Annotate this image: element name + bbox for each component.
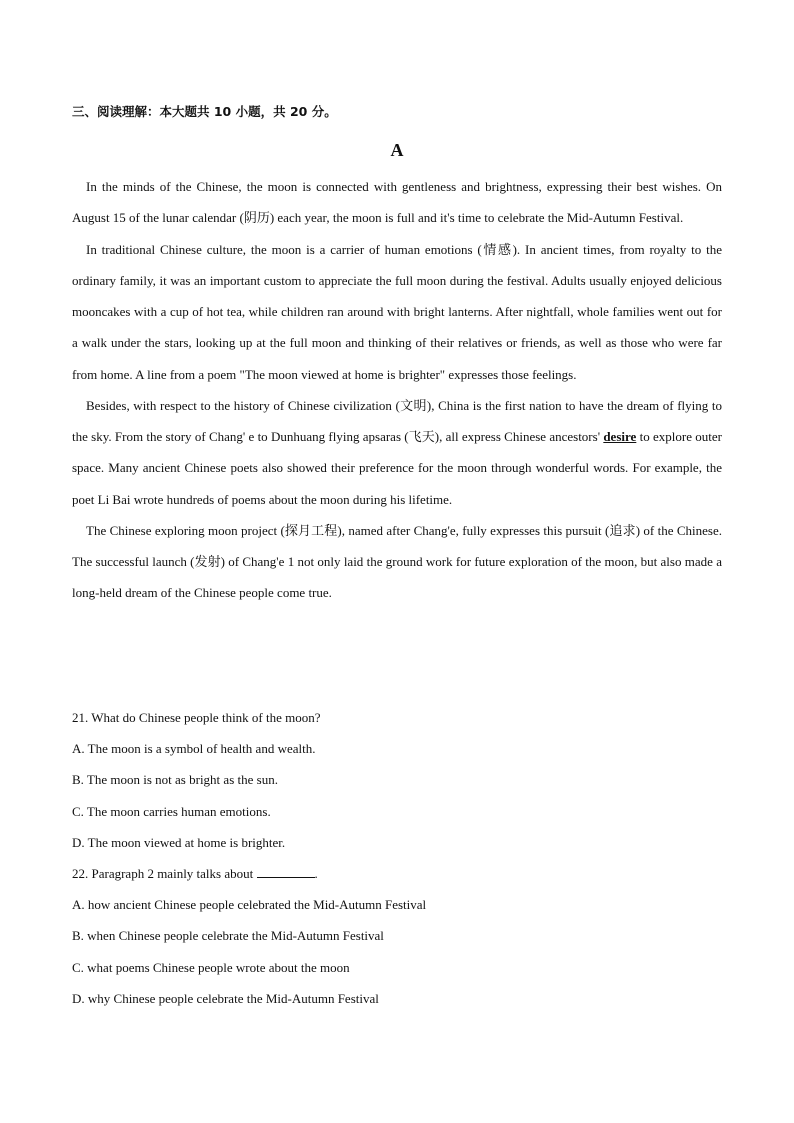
option-d[interactable]: D. The moon viewed at home is brighter. [72,834,286,850]
question-21 [72,702,722,858]
question-stem [72,858,722,889]
question-stem: 21. What do Chinese people think of the moon? [72,710,321,725]
section-heading: 三、阅读理解：本大题共 10 小题，共 20 分。 [72,104,337,119]
passage-paragraph-4: The Chinese exploring moon project (探月工程), named after Chang'e, fully expresses this pursuit (追求) of the Chinese. The successful launch (发射) of Chang'e 1 not only laid the ground work for future exploration of the moon, but also made a long-held dream of the Chinese people come true. [72,522,722,601]
option-d[interactable]: D. why Chinese people celebrate the Mid-Autumn Festival [72,990,379,1006]
highlighted-word: desire [603,429,637,444]
option-a[interactable]: A. how ancient Chinese people celebrated the Mid-Autumn Festival [72,897,427,913]
question-stem-end: . [314,866,318,882]
option-a[interactable]: A. The moon is a symbol of health and wealth. [72,741,316,757]
answer-blank[interactable] [257,865,315,878]
paragraph-3-text-end: to explore outer space. Many ancient Chinese poets also showed their preference for the moon through wonderful words. For example, the poet Li Bai wrote hundreds of poems about the moon during his lifetime. [72,429,722,507]
passage-paragraph-2: In traditional Chinese culture, the moon is a carrier of human emotions (情感). In ancient times, from royalty to the ordinary family, it was an important custom to appreciate the full moon during the festival. Adults usually enjoyed delicious mooncakes with a cup of hot tea, while children ran around with bright lanterns. After nightfall, whole families went out for a walk under the stars, looking up at the full moon and thinking of their relatives or friends, as well as those who were far from home. A line from a poem "The moon viewed at home is brighter" expresses those feelings. [72,241,722,382]
option-c[interactable]: C. The moon carries human emotions. [72,803,271,819]
reading-passage [72,171,722,609]
question-list [72,702,722,1014]
passage-title: A [390,140,404,160]
question-stem-text: 22. Paragraph 2 mainly talks about [72,866,254,882]
option-c[interactable]: C. what poems Chinese people wrote about the moon [72,959,350,975]
question-22 [72,858,722,1014]
passage-paragraph-3 [72,390,722,515]
option-b[interactable]: B. The moon is not as bright as the sun. [72,772,278,788]
passage-paragraph-1: In the minds of the Chinese, the moon is connected with gentleness and brightness, expressing their best wishes. On August 15 of the lunar calendar (阴历) each year, the moon is full and it's time to celebrate the Mid-Autumn Festival. [72,179,722,226]
paragraph-3-text-start: Besides, with respect to the history of Chinese civilization (文明), China is the first nation to have the dream of flying to the sky. From the story of Chang' e to Dunhuang flying apsaras (飞天), all express Chinese ancestors' [72,397,722,444]
option-b[interactable]: B. when Chinese people celebrate the Mid-Autumn Festival [72,928,384,944]
